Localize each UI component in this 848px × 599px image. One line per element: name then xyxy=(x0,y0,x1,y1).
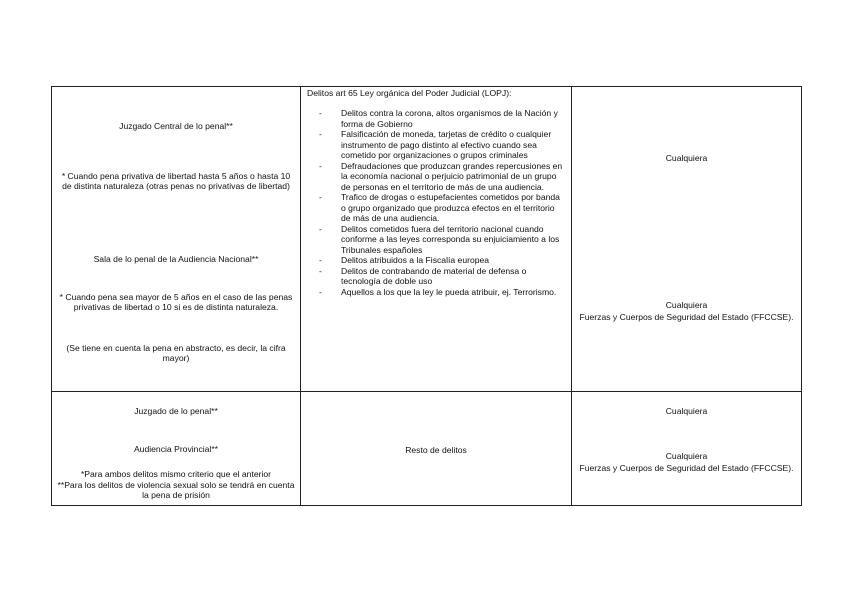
crime-text: Defraudaciones que produzcan grandes repercusiones en la economía nacional o perjuicio patrimonial de un grupo de personas en el territorio de más de una audiencia. xyxy=(341,160,563,192)
initiator-text: Cualquiera xyxy=(665,300,708,310)
competence-table xyxy=(51,86,802,506)
initiator-cell xyxy=(572,87,802,392)
bullet-dash: - xyxy=(319,255,322,266)
court-title: Juzgado Central de lo penal** xyxy=(119,121,233,131)
bullet-dash: - xyxy=(319,223,322,234)
crimes-cell xyxy=(301,87,572,392)
initiator-text: Cualquiera xyxy=(665,406,708,416)
crime-item xyxy=(317,255,565,265)
court-cell xyxy=(52,392,301,506)
court-note: (Se tiene en cuenta la pena en abstracto, es decir, la cifra mayor) xyxy=(66,343,286,364)
bullet-dash: - xyxy=(319,160,322,171)
crimes-cell xyxy=(301,392,572,506)
table-row xyxy=(52,392,802,506)
court-title: Juzgado de lo penal** xyxy=(134,406,218,416)
initiator-text: Cualquiera xyxy=(665,153,708,163)
initiator-text: Fuerzas y Cuerpos de Seguridad del Estado (FFCCSE). xyxy=(579,312,794,322)
crimes-text: Resto de delitos xyxy=(405,445,467,455)
court-cell xyxy=(52,87,301,392)
crime-item xyxy=(317,224,565,255)
crime-text: Delitos contra la corona, altos organismos de la Nación y forma de Gobierno xyxy=(341,108,558,129)
crime-text: Aquellos a los que la ley le pueda atribuir, ej. Terrorismo. xyxy=(341,286,557,297)
initiator-text: Cualquiera xyxy=(665,451,708,461)
crime-item xyxy=(317,108,565,129)
bullet-dash: - xyxy=(319,129,322,140)
crime-item xyxy=(317,192,565,223)
crime-item xyxy=(317,287,565,297)
bullet-dash: - xyxy=(319,286,322,297)
crime-item xyxy=(317,266,565,287)
crime-text: Delitos cometidos fuera del territorio nacional cuando conforme a las leyes corresponda su enjuiciamiento a los Tribunales españoles xyxy=(341,223,560,255)
crimes-heading: Delitos art 65 Ley orgánica del Poder Judicial (LOPJ): xyxy=(307,88,512,98)
crimes-list xyxy=(301,108,571,297)
initiator-cell xyxy=(572,392,802,506)
court-note: *Para ambos delitos mismo criterio que el anterior xyxy=(80,469,272,479)
initiator-text: Fuerzas y Cuerpos de Seguridad del Estado (FFCCSE). xyxy=(579,463,794,473)
court-note: * Cuando pena privativa de libertad hasta 5 años o hasta 10 de distinta naturaleza (otras penas no privativas de libertad) xyxy=(61,171,291,192)
crime-text: Trafico de drogas o estupefacientes cometidos por banda o grupo organizado que produzca efectos en el territorio de más de una audiencia. xyxy=(341,192,560,224)
crime-text: Falsificación de moneda, tarjetas de crédito o cualquier instrumento de pago distinto al efectivo cuando sea cometido por organizaciones o grupos criminales xyxy=(341,129,552,161)
table-row xyxy=(52,87,802,392)
crime-text: Delitos atribuidos a la Fiscalía europea xyxy=(341,255,490,266)
court-note: **Para los delitos de violencia sexual solo se tendrá en cuenta la pena de prisión xyxy=(57,480,295,501)
crime-text: Delitos de contrabando de material de defensa o tecnología de doble uso xyxy=(341,265,527,287)
court-note: * Cuando pena sea mayor de 5 años en el caso de las penas privativas de libertad o 10 si es de distinta naturaleza. xyxy=(59,292,293,313)
crime-item xyxy=(317,129,565,160)
bullet-dash: - xyxy=(319,108,322,119)
court-title: Audiencia Provincial** xyxy=(133,444,219,454)
bullet-dash: - xyxy=(319,265,322,276)
court-title: Sala de lo penal de la Audiencia Nacional** xyxy=(93,254,259,264)
bullet-dash: - xyxy=(319,192,322,203)
crime-item xyxy=(317,161,565,192)
